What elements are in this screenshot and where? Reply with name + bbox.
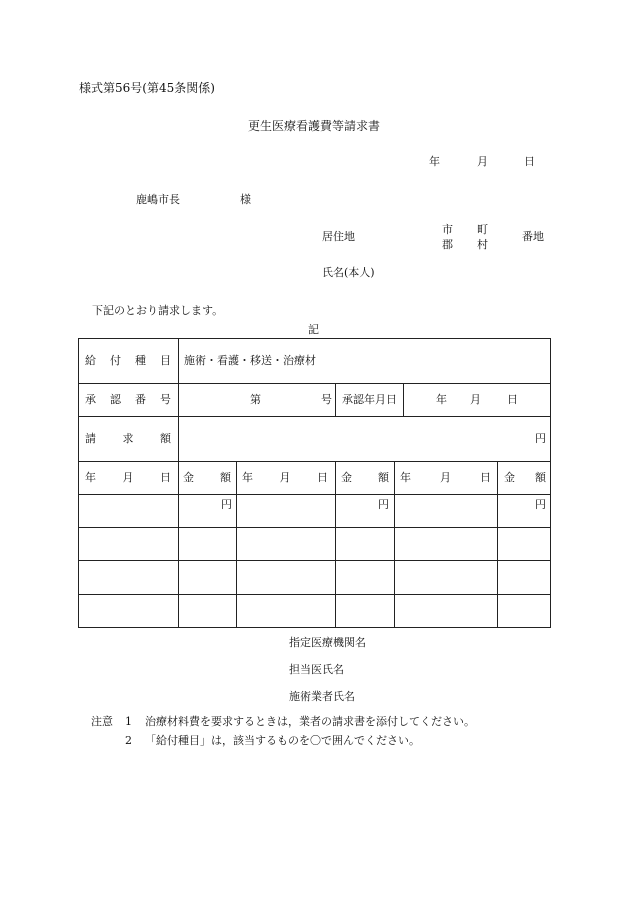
form-number: 様式第56号(第45条関係) [79, 81, 215, 95]
approval-date-year: 年 [436, 393, 447, 406]
benefit-type-value[interactable]: 施術・看護・移送・治療材 [184, 354, 316, 367]
notes-heading: 注意 [91, 715, 113, 728]
note-1-number: 1 [125, 715, 132, 728]
detail-date-header-3: 年 月 日 [400, 471, 491, 484]
claim-amount-label: 請 求 額 [85, 432, 171, 445]
detail-amount-header-2: 金 額 [341, 471, 389, 484]
address-city: 市 [442, 223, 453, 236]
note-2-number: 2 [125, 734, 132, 747]
detail-amount-header-1: 金 額 [183, 471, 231, 484]
approval-go: 号 [321, 393, 332, 406]
benefit-type-label: 給 付 種 目 [85, 354, 171, 367]
page-title: 更生医療看護費等請求書 [248, 119, 381, 133]
detail-yen-2: 円 [378, 498, 389, 511]
intro-text: 下記のとおり請求します。 [92, 304, 224, 317]
approval-dai: 第 [250, 393, 261, 406]
approval-number-label: 承 認 番 号 [85, 393, 171, 406]
claim-form-table [78, 338, 551, 628]
detail-amount-header-3: 金 額 [504, 471, 546, 484]
address-village: 村 [477, 238, 488, 251]
ki-label: 記 [308, 323, 319, 336]
detail-yen-3: 円 [535, 498, 546, 511]
applicant-name-label: 氏名(本人) [322, 266, 375, 279]
note-2-text: 「給付種目」は，該当するものを〇で囲んでください。 [145, 734, 420, 747]
claim-amount-yen: 円 [535, 432, 546, 445]
date-year: 年 [429, 155, 440, 168]
note-1-text: 治療材料費を要求するときは，業者の請求書を添付してください。 [145, 715, 475, 728]
detail-yen-1: 円 [221, 498, 232, 511]
addressee-name: 鹿嶋市長 [136, 193, 180, 206]
date-month: 月 [477, 155, 488, 168]
date-day: 日 [524, 155, 535, 168]
addressee-honorific: 様 [240, 193, 251, 206]
detail-date-header-1: 年 月 日 [85, 471, 171, 484]
address-label: 居住地 [322, 230, 355, 243]
address-gun: 郡 [442, 238, 453, 251]
approval-date-day: 日 [507, 393, 518, 406]
doctor-label: 担当医氏名 [289, 663, 344, 676]
designated-institution-label: 指定医療機関名 [289, 636, 366, 649]
practitioner-label: 施術業者氏名 [289, 690, 355, 703]
address-town: 町 [477, 223, 488, 236]
approval-date-month: 月 [470, 393, 481, 406]
address-banchi: 番地 [522, 230, 544, 243]
approval-date-label: 承認年月日 [342, 393, 397, 406]
detail-date-header-2: 年 月 日 [242, 471, 328, 484]
